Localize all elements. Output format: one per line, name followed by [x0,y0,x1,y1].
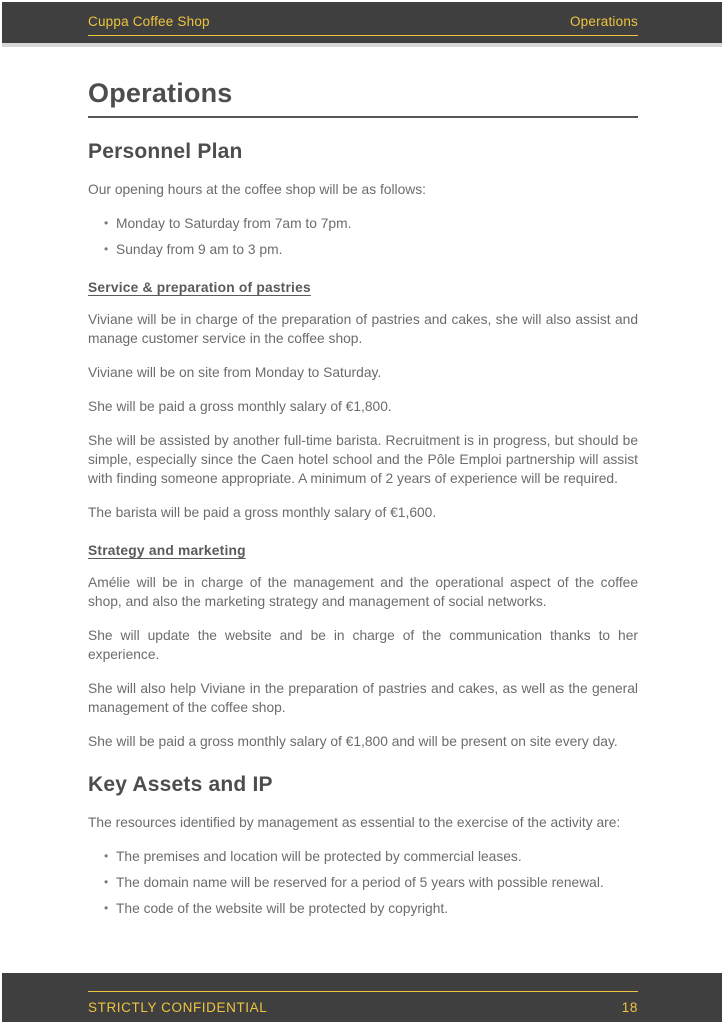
paragraph: She will be paid a gross monthly salary of €1,800 and will be present on site every day. [88,734,618,750]
paragraph: Amélie will be in charge of the management and the operational aspect of the coffee shop, and also the marketing strategy and management of social networks. [88,575,638,610]
list-item: • Monday to Saturday from 7am to 7pm. [104,214,638,233]
list-item: • Sunday from 9 am to 3 pm. [104,240,638,259]
section-heading-key-assets: Key Assets and IP [88,773,273,797]
page-footer-inner [88,991,638,1015]
section-heading-personnel-plan: Personnel Plan [88,140,243,164]
header-section-label: Operations [569,14,638,29]
page-footer-bar [2,973,722,1022]
opening-hours-list [88,214,638,259]
footer-confidentiality-label: STRICTLY CONFIDENTIAL [88,1000,268,1015]
paragraph: Viviane will be on site from Monday to Saturday. [88,365,382,381]
paragraph: Our opening hours at the coffee shop will be as follows: [88,182,426,198]
page-header-bar [2,2,722,47]
paragraph: She will be assisted by another full-time barista. Recruitment is in progress, but should be simple, especially since the Caen hotel school and the Pôle Emploi partnership will assist with finding someone appropriate. A minimum of 2 years of experience will be required. [88,433,638,487]
key-assets-list [88,847,638,918]
sub-heading-service: Service & preparation of pastries [88,280,311,296]
paragraph: She will also help Viviane in the preparation of pastries and cakes, as well as the general management of the coffee shop. [88,681,638,716]
footer-page-number: 18 [621,1000,638,1015]
sub-heading-strategy: Strategy and marketing [88,543,246,559]
paragraph: She will update the website and be in charge of the communication thanks to her experience. [88,628,638,663]
paragraph: The barista will be paid a gross monthly salary of €1,600. [88,505,437,521]
paragraph: She will be paid a gross monthly salary of €1,800. [88,399,392,415]
page-header-inner [88,2,638,36]
page-title: Operations [88,79,638,118]
list-item: • The code of the website will be protected by copyright. [104,899,638,918]
paragraph: Viviane will be in charge of the preparation of pastries and cakes, she will also assist and manage customer service in the coffee shop. [88,312,638,347]
list-item: • The premises and location will be protected by commercial leases. [104,847,638,866]
header-brand: Cuppa Coffee Shop [88,14,210,29]
paragraph: The resources identified by management as essential to the exercise of the activity are: [88,815,621,831]
list-item: • The domain name will be reserved for a period of 5 years with possible renewal. [104,873,638,892]
document-content [88,50,638,933]
